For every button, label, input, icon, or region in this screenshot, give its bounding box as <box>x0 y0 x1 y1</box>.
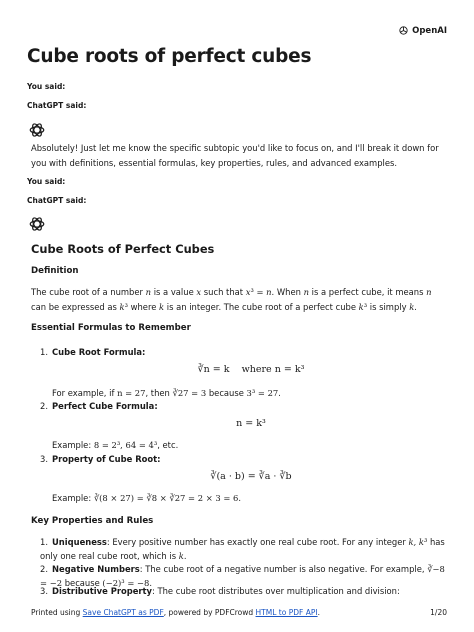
formula-item: 2. Perfect Cube Formula: <box>40 401 158 411</box>
formula-display: ∛n = k where n = k³ <box>197 364 305 375</box>
formula-example: Example: 8 = 2³, 64 = 4³, etc. <box>52 440 179 450</box>
openai-brand <box>398 25 447 36</box>
formula-example: For example, if n = 27, then ∛27 = 3 because 3³ = 27. <box>52 388 281 398</box>
definition-heading: Definition <box>31 266 79 276</box>
chatgpt-logo-icon <box>28 121 46 139</box>
property-item: 2. Negative Numbers: The cube root of a negative number is also negative. For example, ∛−8 = −2 because (−2)³ = −8. <box>40 564 445 588</box>
property-item: 3. Distributive Property: The cube root distributes over multiplication and division: <box>40 586 400 596</box>
properties-heading: Key Properties and Rules <box>31 516 154 526</box>
footer: Printed using Save ChatGPT as PDF, powered by PDFCrowd HTML to PDF API. <box>31 608 320 617</box>
footer-text: , powered by PDFCrowd <box>163 608 256 617</box>
property-item: 1. Uniqueness: Every positive number has exactly one real cube root. For any integer k, k³ has only one real cube root, which is k. <box>40 537 445 561</box>
you-said-label: You said: <box>27 82 66 91</box>
you-said-label: You said: <box>27 177 66 186</box>
save-chatgpt-pdf-link[interactable]: Save ChatGPT as PDF <box>82 608 164 617</box>
formula-example: Example: ∛(8 × 27) = ∛8 × ∛27 = 2 × 3 = 6. <box>52 493 242 503</box>
formula-item: 3. Property of Cube Root: <box>40 454 161 464</box>
chatgpt-logo-icon <box>28 215 46 233</box>
page-number: 1/20 <box>430 608 447 617</box>
page-title: Cube roots of perfect cubes <box>27 46 312 67</box>
footer-text: Printed using <box>31 608 83 617</box>
article-heading: Cube Roots of Perfect Cubes <box>31 242 215 256</box>
formulas-heading: Essential Formulas to Remember <box>31 323 191 333</box>
brand-name: OpenAI <box>412 25 447 36</box>
openai-logo-icon <box>398 25 409 36</box>
formula-item: 1. Cube Root Formula: <box>40 347 146 357</box>
formula-display: ∛(a · b) = ∛a · ∛b <box>210 471 292 482</box>
html-to-pdf-api-link[interactable]: HTML to PDF API <box>255 608 318 617</box>
definition-paragraph: The cube root of a number n is a value x such that x³ = n. When n is a perfect cube, it means n can be expressed as k³ where k is an integer. The cube root of a perfect cube k³ is simply k. <box>31 287 432 312</box>
chatgpt-said-label: ChatGPT said: <box>27 101 87 110</box>
formula-display: n = k³ <box>236 418 266 429</box>
chatgpt-said-label: ChatGPT said: <box>27 196 87 205</box>
assistant-reply: Absolutely! Just let me know the specific subtopic you'd like to focus on, and I'll break it down for you with definitions, essential formulas, key properties, rules, and advanced examples. <box>31 143 439 168</box>
